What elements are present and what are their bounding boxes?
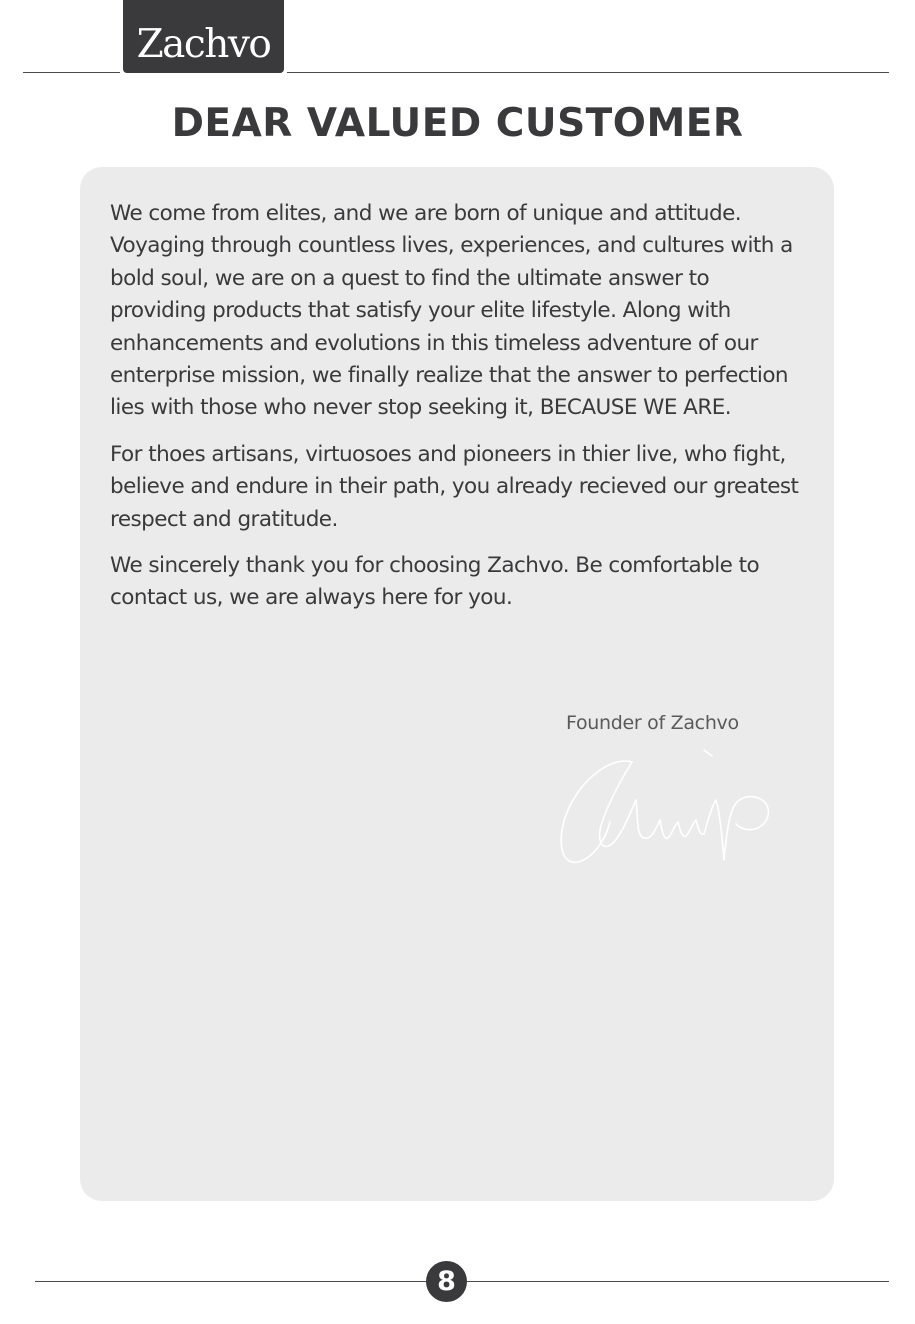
brand-name: Zachvo [136,22,271,67]
signature-icon [552,748,782,873]
page-title: DEAR VALUED CUSTOMER [171,101,744,146]
founder-signoff: Founder of Zachvo [566,712,739,734]
header-rule-right [287,72,889,73]
footer-rule-right [467,1281,889,1282]
letter-body [110,198,810,629]
brand-logo [123,0,284,73]
footer-rule-left [35,1281,427,1282]
letter-paragraph-2: For thoes artisans, virtuosoes and pioneers in thier live, who fight, believe and endure in their path, you already recieved our greatest respect and gratitude. [110,441,799,532]
page-number: 8 [437,1266,456,1297]
letter-paragraph-3: We sincerely thank you for choosing Zachvo. Be comfortable to contact us, we are always here for you. [110,553,760,611]
page-number-badge [426,1261,467,1302]
header-rule-left [23,72,120,73]
letter-paragraph-1: We come from elites, and we are born of unique and attitude. Voyaging through countless lives, experiences, and cultures with a bold soul, we are on a quest to find the ultimate answer to providing products that satisfy your elite lifestyle. Along with enhancements and evolutions in this timeless adventure of our enterprise mission, we finally realize that the answer to perfection lies with those who never stop seeking it, BECAUSE WE ARE. [110,201,793,421]
